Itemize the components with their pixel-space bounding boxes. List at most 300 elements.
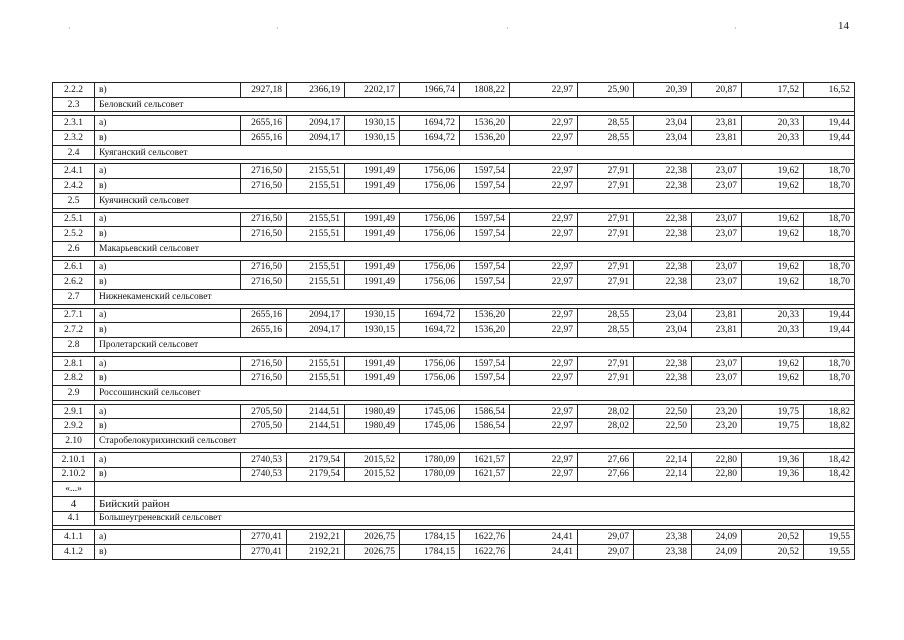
value-cell: 22,14 <box>634 467 692 482</box>
value-cell: 23,07 <box>692 275 742 290</box>
section-title: Большеугреневский сельсовет <box>95 511 855 526</box>
value-cell: 27,91 <box>578 260 634 275</box>
value-cell: 1536,20 <box>460 131 510 146</box>
row-code: 4.1.1 <box>53 530 95 545</box>
value-cell: 2094,17 <box>287 131 345 146</box>
value-cell: 2155,51 <box>287 212 345 227</box>
value-cell: 1586,54 <box>460 419 510 434</box>
row-code: 2.5.2 <box>53 227 95 242</box>
value-cell: 18,70 <box>804 371 855 386</box>
value-cell: 20,33 <box>742 323 804 338</box>
value-cell: 23,04 <box>634 323 692 338</box>
section-header-row <box>53 145 855 160</box>
value-cell: 23,20 <box>692 419 742 434</box>
value-cell: 28,02 <box>578 404 634 419</box>
value-cell: 19,75 <box>742 404 804 419</box>
row-subitem: а) <box>95 116 241 131</box>
value-cell: 22,38 <box>634 275 692 290</box>
value-cell: 19,36 <box>742 467 804 482</box>
section-title: Бийский район <box>95 496 855 511</box>
value-cell: 22,38 <box>634 179 692 194</box>
value-cell: 2716,50 <box>241 212 287 227</box>
value-cell: 2655,16 <box>241 131 287 146</box>
value-cell: 1991,49 <box>345 164 400 179</box>
value-cell: 20,52 <box>742 544 804 559</box>
value-cell: 27,91 <box>578 179 634 194</box>
value-cell: 22,97 <box>510 404 578 419</box>
value-cell: 1991,49 <box>345 212 400 227</box>
value-cell: 1536,20 <box>460 308 510 323</box>
value-cell: 2716,50 <box>241 260 287 275</box>
value-cell: 27,91 <box>578 356 634 371</box>
value-cell: 18,70 <box>804 179 855 194</box>
value-cell: 1930,15 <box>345 131 400 146</box>
value-cell: 1756,06 <box>400 275 460 290</box>
value-cell: 29,07 <box>578 544 634 559</box>
section-code: 2.6 <box>53 241 95 256</box>
value-cell: 2144,51 <box>287 419 345 434</box>
value-cell: 2705,50 <box>241 404 287 419</box>
value-cell: 22,80 <box>692 467 742 482</box>
value-cell: 2770,41 <box>241 530 287 545</box>
value-cell: 2094,17 <box>287 116 345 131</box>
table-body <box>53 83 855 560</box>
row-code: 2.6.1 <box>53 260 95 275</box>
value-cell: 23,38 <box>634 544 692 559</box>
value-cell: 2155,51 <box>287 227 345 242</box>
value-cell: 1622,76 <box>460 530 510 545</box>
value-cell: 28,55 <box>578 116 634 131</box>
section-header-row <box>53 289 855 304</box>
value-cell: 20,52 <box>742 530 804 545</box>
value-cell: 1930,15 <box>345 308 400 323</box>
row-code: 2.4.2 <box>53 179 95 194</box>
value-cell: 2716,50 <box>241 227 287 242</box>
value-cell: 2155,51 <box>287 164 345 179</box>
table-row <box>53 371 855 386</box>
value-cell: 1756,06 <box>400 371 460 386</box>
value-cell: 18,70 <box>804 164 855 179</box>
value-cell: 1756,06 <box>400 356 460 371</box>
value-cell: 2155,51 <box>287 260 345 275</box>
table-row <box>53 212 855 227</box>
table-row <box>53 356 855 371</box>
value-cell: 19,75 <box>742 419 804 434</box>
value-cell: 27,66 <box>578 452 634 467</box>
row-subitem: в) <box>95 179 241 194</box>
value-cell: 23,07 <box>692 179 742 194</box>
row-subitem: в) <box>95 419 241 434</box>
value-cell: 29,07 <box>578 530 634 545</box>
value-cell: 1991,49 <box>345 260 400 275</box>
value-cell: 1694,72 <box>400 131 460 146</box>
row-code: 2.7.1 <box>53 308 95 323</box>
value-cell: 2366,19 <box>287 83 345 98</box>
value-cell: 1694,72 <box>400 308 460 323</box>
value-cell: 24,41 <box>510 544 578 559</box>
value-cell: 18,82 <box>804 404 855 419</box>
value-cell: 23,20 <box>692 404 742 419</box>
value-cell: 23,07 <box>692 212 742 227</box>
value-cell: 18,82 <box>804 419 855 434</box>
value-cell: 17,52 <box>742 83 804 98</box>
value-cell: 18,70 <box>804 356 855 371</box>
value-cell: 2655,16 <box>241 323 287 338</box>
value-cell: 24,41 <box>510 530 578 545</box>
table-row <box>53 419 855 434</box>
value-cell: 2655,16 <box>241 116 287 131</box>
table-row <box>53 83 855 98</box>
value-cell: 1991,49 <box>345 227 400 242</box>
value-cell: 28,55 <box>578 308 634 323</box>
value-cell: 19,62 <box>742 164 804 179</box>
omission-blank <box>95 482 855 497</box>
value-cell: 19,44 <box>804 116 855 131</box>
value-cell: 22,38 <box>634 356 692 371</box>
table-row <box>53 530 855 545</box>
section-header-row <box>53 434 855 449</box>
table-row <box>53 544 855 559</box>
row-subitem: в) <box>95 275 241 290</box>
value-cell: 19,62 <box>742 212 804 227</box>
value-cell: 2026,75 <box>345 530 400 545</box>
value-cell: 27,91 <box>578 227 634 242</box>
value-cell: 1694,72 <box>400 116 460 131</box>
omission-row <box>53 482 855 497</box>
value-cell: 22,97 <box>510 131 578 146</box>
table-row <box>53 452 855 467</box>
row-subitem: а) <box>95 530 241 545</box>
value-cell: 23,81 <box>692 131 742 146</box>
section-header-row <box>53 97 855 112</box>
table-row <box>53 467 855 482</box>
row-subitem: а) <box>95 356 241 371</box>
table-row <box>53 308 855 323</box>
value-cell: 23,07 <box>692 260 742 275</box>
value-cell: 1597,54 <box>460 371 510 386</box>
value-cell: 1930,15 <box>345 323 400 338</box>
table-row <box>53 179 855 194</box>
value-cell: 20,87 <box>692 83 742 98</box>
row-code: 2.9.1 <box>53 404 95 419</box>
value-cell: 1694,72 <box>400 323 460 338</box>
value-cell: 19,44 <box>804 131 855 146</box>
section-title: Пролетарский сельсовет <box>95 338 855 353</box>
value-cell: 24,09 <box>692 530 742 545</box>
row-subitem: в) <box>95 544 241 559</box>
value-cell: 25,90 <box>578 83 634 98</box>
value-cell: 28,02 <box>578 419 634 434</box>
row-subitem: в) <box>95 467 241 482</box>
value-cell: 1756,06 <box>400 212 460 227</box>
value-cell: 2155,51 <box>287 356 345 371</box>
value-cell: 19,36 <box>742 452 804 467</box>
value-cell: 20,33 <box>742 131 804 146</box>
value-cell: 19,62 <box>742 179 804 194</box>
value-cell: 1756,06 <box>400 179 460 194</box>
value-cell: 1621,57 <box>460 467 510 482</box>
value-cell: 28,55 <box>578 131 634 146</box>
value-cell: 18,70 <box>804 227 855 242</box>
value-cell: 22,97 <box>510 308 578 323</box>
row-subitem: в) <box>95 371 241 386</box>
section-header-row <box>53 241 855 256</box>
row-code: 2.8.1 <box>53 356 95 371</box>
value-cell: 1991,49 <box>345 356 400 371</box>
section-title: Россошинский сельсовет <box>95 386 855 401</box>
value-cell: 1597,54 <box>460 212 510 227</box>
value-cell: 22,97 <box>510 164 578 179</box>
row-subitem: в) <box>95 227 241 242</box>
value-cell: 1991,49 <box>345 179 400 194</box>
value-cell: 23,07 <box>692 356 742 371</box>
value-cell: 1597,54 <box>460 227 510 242</box>
value-cell: 28,55 <box>578 323 634 338</box>
value-cell: 1745,06 <box>400 419 460 434</box>
value-cell: 22,50 <box>634 404 692 419</box>
value-cell: 1597,54 <box>460 164 510 179</box>
value-cell: 20,33 <box>742 308 804 323</box>
value-cell: 20,39 <box>634 83 692 98</box>
row-subitem: а) <box>95 452 241 467</box>
section-code: 2.5 <box>53 193 95 208</box>
table-row <box>53 260 855 275</box>
value-cell: 1586,54 <box>460 404 510 419</box>
value-cell: 19,55 <box>804 544 855 559</box>
value-cell: 18,42 <box>804 452 855 467</box>
row-subitem: а) <box>95 164 241 179</box>
value-cell: 1536,20 <box>460 116 510 131</box>
table-row <box>53 116 855 131</box>
section-title: Макарьевский сельсовет <box>95 241 855 256</box>
value-cell: 27,91 <box>578 212 634 227</box>
row-code: 2.3.1 <box>53 116 95 131</box>
value-cell: 22,14 <box>634 452 692 467</box>
value-cell: 22,38 <box>634 164 692 179</box>
value-cell: 2192,21 <box>287 530 345 545</box>
value-cell: 22,97 <box>510 227 578 242</box>
section-title: Куяганский сельсовет <box>95 145 855 160</box>
row-subitem: в) <box>95 131 241 146</box>
value-cell: 2192,21 <box>287 544 345 559</box>
value-cell: 2015,52 <box>345 467 400 482</box>
value-cell: 27,66 <box>578 467 634 482</box>
value-cell: 22,97 <box>510 212 578 227</box>
value-cell: 2094,17 <box>287 308 345 323</box>
value-cell: 2026,75 <box>345 544 400 559</box>
value-cell: 2144,51 <box>287 404 345 419</box>
value-cell: 23,04 <box>634 131 692 146</box>
value-cell: 23,38 <box>634 530 692 545</box>
value-cell: 18,70 <box>804 212 855 227</box>
section-title: Нижнекаменский сельсовет <box>95 289 855 304</box>
value-cell: 2927,18 <box>241 83 287 98</box>
value-cell: 1980,49 <box>345 419 400 434</box>
table-row <box>53 323 855 338</box>
value-cell: 27,91 <box>578 164 634 179</box>
section-code: 2.4 <box>53 145 95 160</box>
value-cell: 23,07 <box>692 371 742 386</box>
value-cell: 22,97 <box>510 371 578 386</box>
row-code: 2.3.2 <box>53 131 95 146</box>
scan-speck: · <box>734 24 737 33</box>
value-cell: 27,91 <box>578 371 634 386</box>
value-cell: 2740,53 <box>241 467 287 482</box>
value-cell: 2770,41 <box>241 544 287 559</box>
value-cell: 1536,20 <box>460 323 510 338</box>
value-cell: 22,97 <box>510 467 578 482</box>
value-cell: 2155,51 <box>287 371 345 386</box>
row-subitem: а) <box>95 260 241 275</box>
row-code: 2.5.1 <box>53 212 95 227</box>
value-cell: 1780,09 <box>400 467 460 482</box>
page-number: 14 <box>838 20 849 32</box>
value-cell: 1930,15 <box>345 116 400 131</box>
value-cell: 19,62 <box>742 371 804 386</box>
value-cell: 2155,51 <box>287 275 345 290</box>
value-cell: 18,42 <box>804 467 855 482</box>
value-cell: 16,52 <box>804 83 855 98</box>
scan-speck: · <box>506 24 509 33</box>
value-cell: 22,97 <box>510 356 578 371</box>
row-subitem: а) <box>95 212 241 227</box>
value-cell: 2716,50 <box>241 179 287 194</box>
table-row <box>53 164 855 179</box>
value-cell: 19,44 <box>804 308 855 323</box>
value-cell: 1784,15 <box>400 544 460 559</box>
value-cell: 2716,50 <box>241 356 287 371</box>
value-cell: 1597,54 <box>460 179 510 194</box>
section-code: 2.7 <box>53 289 95 304</box>
value-cell: 2155,51 <box>287 179 345 194</box>
section-header-row <box>53 386 855 401</box>
row-subitem: а) <box>95 308 241 323</box>
section-code: 4 <box>53 496 95 511</box>
row-subitem: в) <box>95 83 241 98</box>
value-cell: 22,38 <box>634 227 692 242</box>
row-code: 2.8.2 <box>53 371 95 386</box>
table-row <box>53 131 855 146</box>
value-cell: 24,09 <box>692 544 742 559</box>
value-cell: 22,97 <box>510 419 578 434</box>
value-cell: 1597,54 <box>460 356 510 371</box>
value-cell: 27,91 <box>578 275 634 290</box>
section-title: Куячинский сельсовет <box>95 193 855 208</box>
section-header-row <box>53 496 855 511</box>
row-subitem: в) <box>95 323 241 338</box>
value-cell: 22,80 <box>692 452 742 467</box>
table-row <box>53 227 855 242</box>
value-cell: 1745,06 <box>400 404 460 419</box>
value-cell: 2716,50 <box>241 164 287 179</box>
row-code: 2.2.2 <box>53 83 95 98</box>
value-cell: 22,38 <box>634 260 692 275</box>
row-subitem: а) <box>95 404 241 419</box>
value-cell: 2094,17 <box>287 323 345 338</box>
value-cell: 1756,06 <box>400 227 460 242</box>
value-cell: 2179,54 <box>287 452 345 467</box>
row-code: 2.9.2 <box>53 419 95 434</box>
row-code: 2.10.1 <box>53 452 95 467</box>
value-cell: 22,97 <box>510 323 578 338</box>
table-row <box>53 275 855 290</box>
value-cell: 1991,49 <box>345 371 400 386</box>
row-code: 2.10.2 <box>53 467 95 482</box>
value-cell: 23,81 <box>692 308 742 323</box>
value-cell: 22,97 <box>510 83 578 98</box>
value-cell: 18,70 <box>804 260 855 275</box>
value-cell: 1621,57 <box>460 452 510 467</box>
value-cell: 2740,53 <box>241 452 287 467</box>
value-cell: 1808,22 <box>460 83 510 98</box>
value-cell: 1756,06 <box>400 260 460 275</box>
row-code: 2.4.1 <box>53 164 95 179</box>
section-code: 2.3 <box>53 97 95 112</box>
section-code: 2.9 <box>53 386 95 401</box>
value-cell: 22,50 <box>634 419 692 434</box>
value-cell: 22,97 <box>510 116 578 131</box>
value-cell: 2716,50 <box>241 275 287 290</box>
value-cell: 1780,09 <box>400 452 460 467</box>
value-cell: 22,97 <box>510 452 578 467</box>
value-cell: 20,33 <box>742 116 804 131</box>
value-cell: 23,07 <box>692 164 742 179</box>
section-title: Старобелокурихинский сельсовет <box>95 434 855 449</box>
value-cell: 2705,50 <box>241 419 287 434</box>
value-cell: 18,70 <box>804 275 855 290</box>
value-cell: 19,62 <box>742 275 804 290</box>
value-cell: 19,55 <box>804 530 855 545</box>
value-cell: 19,62 <box>742 356 804 371</box>
value-cell: 2655,16 <box>241 308 287 323</box>
value-cell: 1784,15 <box>400 530 460 545</box>
section-header-row <box>53 511 855 526</box>
section-header-row <box>53 338 855 353</box>
value-cell: 1980,49 <box>345 404 400 419</box>
value-cell: 22,97 <box>510 275 578 290</box>
section-title: Беловский сельсовет <box>95 97 855 112</box>
value-cell: 23,04 <box>634 308 692 323</box>
value-cell: 2015,52 <box>345 452 400 467</box>
value-cell: 22,38 <box>634 212 692 227</box>
value-cell: 1597,54 <box>460 260 510 275</box>
value-cell: 2202,17 <box>345 83 400 98</box>
section-code: 2.10 <box>53 434 95 449</box>
value-cell: 22,38 <box>634 371 692 386</box>
scan-speck: · <box>68 24 71 33</box>
value-cell: 19,62 <box>742 227 804 242</box>
value-cell: 23,81 <box>692 116 742 131</box>
row-code: 2.6.2 <box>53 275 95 290</box>
value-cell: 1756,06 <box>400 164 460 179</box>
value-cell: 23,04 <box>634 116 692 131</box>
value-cell: 19,44 <box>804 323 855 338</box>
value-cell: 23,81 <box>692 323 742 338</box>
section-code: 4.1 <box>53 511 95 526</box>
value-cell: 1966,74 <box>400 83 460 98</box>
value-cell: 22,97 <box>510 260 578 275</box>
section-code: 2.8 <box>53 338 95 353</box>
value-cell: 1622,76 <box>460 544 510 559</box>
table-row <box>53 404 855 419</box>
value-cell: 2179,54 <box>287 467 345 482</box>
row-code: 2.7.2 <box>53 323 95 338</box>
value-cell: 22,97 <box>510 179 578 194</box>
tariff-table <box>52 82 855 560</box>
row-code: 4.1.2 <box>53 544 95 559</box>
scan-speck: · <box>276 24 279 33</box>
value-cell: 2716,50 <box>241 371 287 386</box>
